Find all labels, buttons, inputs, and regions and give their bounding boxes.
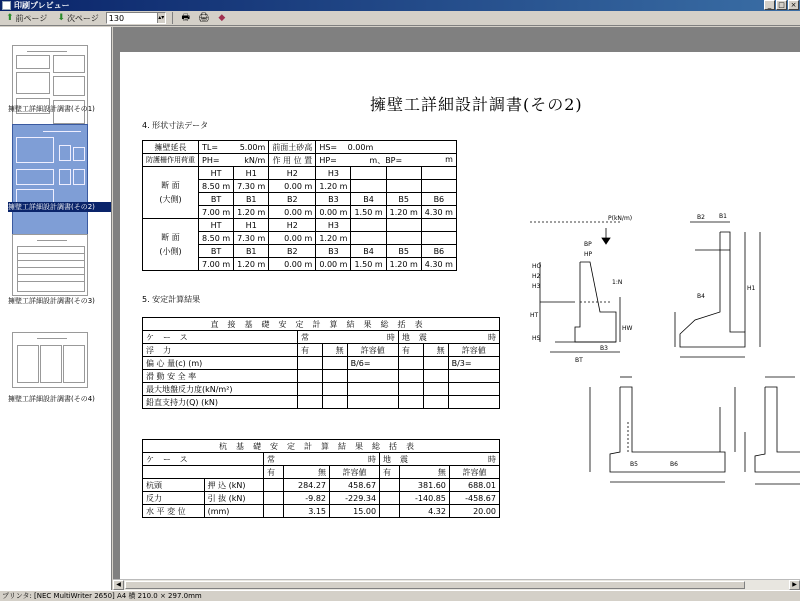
table-cell (398, 357, 423, 370)
table-cell (143, 219, 199, 271)
table-cell: 地震 (401, 332, 436, 342)
table-cell: 20.00 (449, 505, 499, 518)
table-cell: 7.00 m (199, 206, 234, 219)
table-cell: 381.60 (399, 479, 449, 492)
table-cell: 有 (398, 344, 423, 357)
table-cell: HS= (319, 142, 338, 152)
table-cell (347, 383, 398, 396)
table-cell (297, 331, 398, 344)
table-cell (297, 370, 322, 383)
table-cell: 無 (322, 344, 347, 357)
table-cell: H3 (316, 219, 351, 232)
table-cell (380, 492, 400, 505)
table-cell: 最大地盤反力度(kN/m²) (143, 383, 298, 396)
table-cell (421, 167, 456, 180)
table-cell: 滑 動 安 全 率 (143, 370, 298, 383)
table-cell: B5 (386, 193, 421, 206)
diagram-label: HP (584, 251, 593, 258)
table-cell: 8.50 m (199, 232, 234, 245)
window-title: 印刷プレビュー (14, 1, 70, 10)
table-cell: 5.00m (239, 142, 266, 152)
page-thumbnail-1[interactable] (12, 45, 88, 131)
table-cell: PH= (202, 155, 220, 165)
table-cell: 許容値 (448, 344, 499, 357)
table-cell: B5 (386, 245, 421, 258)
table-cell: ケース (143, 453, 264, 466)
table-cell (297, 357, 322, 370)
table-cell: 284.27 (283, 479, 329, 492)
table-cell (143, 167, 199, 219)
table-cell (347, 396, 398, 409)
table-cell: H2 (269, 219, 316, 232)
thumbnail-label-2[interactable]: 擁壁工詳細設計調書(その2) (8, 202, 112, 212)
scrollbar-thumb[interactable] (125, 581, 745, 589)
table-cell: B3 (316, 245, 351, 258)
table-cell: H1 (234, 219, 269, 232)
diagram-label: H3 (532, 283, 541, 290)
table-cell: H2 (269, 167, 316, 180)
table-cell: B1 (234, 193, 269, 206)
table-cell (398, 383, 423, 396)
table-cell: 断 面 (161, 232, 180, 242)
table-cell: 1.20 m (316, 232, 351, 245)
direct-foundation-table (142, 317, 500, 409)
table-cell (351, 219, 386, 232)
table-cell: 1.20 m (386, 206, 421, 219)
horizontal-scrollbar[interactable] (113, 579, 800, 590)
table-cell (351, 180, 386, 193)
table-cell: 時 (386, 332, 395, 342)
table-cell: 有 (380, 466, 400, 479)
table-cell: B6 (421, 193, 456, 206)
diagram-label: P(kN/m) (608, 215, 633, 222)
table-cell: 0.00 m (269, 206, 316, 219)
diagram-label: B1 (719, 213, 727, 220)
table-cell: 15.00 (330, 505, 380, 518)
table-cell (421, 232, 456, 245)
diagram-label: BT (575, 357, 583, 364)
table-cell (380, 479, 400, 492)
table-cell: 8.50 m (199, 180, 234, 193)
table-cell: 無 (399, 466, 449, 479)
table-cell: HP= (319, 155, 337, 165)
diagram-label: B4 (697, 293, 705, 300)
table-cell (263, 479, 283, 492)
table-cell: 鉛直支持力(Q) (kN) (143, 396, 298, 409)
table-cell (386, 180, 421, 193)
table-cell: B4 (351, 245, 386, 258)
table-cell: 3.15 (283, 505, 329, 518)
scroll-right-icon[interactable]: ▶ (789, 580, 800, 590)
table-cell (322, 383, 347, 396)
print-setup-icon[interactable]: 🖨 (198, 13, 210, 23)
table-cell: 4.30 m (421, 258, 456, 271)
table-cell: 前面土砂高 (269, 141, 316, 154)
table-cell (322, 357, 347, 370)
table-cell (423, 370, 448, 383)
table-cell: 1.20 m (234, 258, 269, 271)
table-cell (297, 396, 322, 409)
table-cell: 0.00 m (269, 232, 316, 245)
table-cell: 0.00 m (269, 258, 316, 271)
table-cell: 断 面 (161, 180, 180, 190)
zoom-value: 130 (108, 13, 125, 23)
table-cell: 7.30 m (234, 232, 269, 245)
wall-section-diagrams (520, 202, 800, 492)
section-heading: 4. 形状寸法データ (142, 121, 209, 130)
table-cell (398, 370, 423, 383)
thumbnail-label-3[interactable]: 擁壁工詳細設計調書(その3) (8, 297, 95, 305)
table-cell: H1 (234, 167, 269, 180)
table-cell: 時 (488, 332, 496, 342)
table-cell: 許容値 (449, 466, 499, 479)
table-cell: B1 (234, 245, 269, 258)
page-thumbnail-2[interactable] (12, 124, 88, 236)
diagram-label: HS (532, 335, 541, 342)
table-cell (347, 370, 398, 383)
table-cell: 0.00 m (316, 206, 351, 219)
table-cell (351, 232, 386, 245)
table-cell (263, 505, 283, 518)
table-cell: 時 (488, 454, 496, 464)
arrow-down-icon: ⬇ (57, 13, 65, 23)
table-cell: -140.85 (399, 492, 449, 505)
table-cell (263, 492, 283, 505)
table-cell: 水 平 変 位 (143, 505, 205, 518)
table-cell: -229.34 (330, 492, 380, 505)
table-cell (448, 383, 499, 396)
toolbar-separator (172, 12, 173, 24)
table-cell: 杭頭 (143, 479, 205, 492)
table-cell: BT (199, 245, 234, 258)
table-cell: 1.50 m (351, 206, 386, 219)
table-cell (386, 232, 421, 245)
table-cell (322, 396, 347, 409)
preview-page (120, 52, 800, 590)
diagram-label: B2 (697, 214, 705, 221)
shape-table (142, 140, 457, 271)
table-cell: 458.67 (330, 479, 380, 492)
table-cell: 1.20 m (234, 206, 269, 219)
table-cell (421, 180, 456, 193)
table-cell (386, 167, 421, 180)
table-cell: B6 (421, 245, 456, 258)
thumbnail-label-1[interactable]: 擁壁工詳細設計調書(その1) (8, 105, 95, 113)
table-cell: (小側) (159, 246, 182, 256)
page-title: 擁壁工詳細設計調書(その2) (370, 95, 583, 114)
spin-icon[interactable]: ▴▾ (158, 14, 165, 21)
table-cell: TL= (202, 142, 219, 152)
table-cell: B/3= (448, 357, 499, 370)
table-cell: 擁壁延長 (143, 141, 199, 154)
table-title: 直接基礎安定計算結果総括表 (143, 318, 500, 331)
table-title: 杭基礎安定計算結果総括表 (143, 440, 500, 453)
table-cell: B2 (269, 193, 316, 206)
table-cell: kN/m (244, 155, 266, 165)
table-cell: 無 (423, 344, 448, 357)
preview-area[interactable] (113, 27, 800, 590)
prev-page-label: 前ページ (15, 13, 48, 23)
page-thumbnail-panel (0, 27, 112, 590)
app-icon (2, 1, 11, 10)
table-cell: 反力 (143, 492, 205, 505)
table-cell: B3 (316, 193, 351, 206)
next-page-button[interactable] (54, 12, 101, 25)
table-cell: 引 抜 (kN) (204, 492, 263, 505)
pile-foundation-table (142, 439, 500, 518)
table-cell: HT (199, 219, 234, 232)
table-cell: 688.01 (449, 479, 499, 492)
table-cell: 7.00 m (199, 258, 234, 271)
table-cell: 作 用 位 置 (269, 154, 316, 167)
page-thumbnail-3[interactable] (12, 234, 88, 296)
table-cell (398, 331, 499, 344)
table-cell: m (445, 154, 453, 164)
table-cell (398, 396, 423, 409)
diagram-label: HW (622, 325, 633, 332)
table-cell: 常 (266, 454, 275, 464)
table-cell (423, 357, 448, 370)
table-cell: 有 (263, 466, 283, 479)
table-cell: 0.00m (347, 142, 374, 152)
diagram-label: H2 (532, 273, 541, 280)
table-cell: 1.20 m (316, 180, 351, 193)
table-cell: B4 (351, 193, 386, 206)
table-cell: 7.30 m (234, 180, 269, 193)
table-cell (380, 453, 500, 466)
prev-page-button[interactable] (3, 12, 50, 25)
page-thumbnail-4[interactable] (12, 332, 88, 388)
print-icon[interactable]: 🖶 (181, 13, 191, 23)
wall-diagram-4 (745, 377, 800, 484)
table-cell: 4.32 (399, 505, 449, 518)
table-cell: B/6= (347, 357, 398, 370)
table-cell (316, 154, 457, 167)
table-cell: 無 (283, 466, 329, 479)
table-cell (143, 466, 264, 479)
wall-diagram-3 (590, 377, 735, 482)
table-cell: 防護柵作用荷重 (143, 154, 199, 167)
table-cell: 時 (368, 454, 377, 464)
table-cell: 1.50 m (351, 258, 386, 271)
table-cell (316, 141, 457, 154)
status-bar: プリンタ: [NEC MultiWriter 2650] A4 横 210.0 × 297.0mm (0, 590, 800, 600)
table-cell: H3 (316, 167, 351, 180)
scroll-left-icon[interactable]: ◀ (113, 580, 124, 590)
table-cell (380, 505, 400, 518)
zoom-select[interactable] (106, 12, 166, 24)
table-cell: 許容値 (330, 466, 380, 479)
table-cell: -458.67 (449, 492, 499, 505)
title-bar (0, 0, 800, 11)
table-cell (199, 154, 269, 167)
diagram-label: B5 (630, 461, 638, 468)
table-cell: 4.30 m (421, 206, 456, 219)
table-cell: 1.20 m (386, 258, 421, 271)
diagram-label: HT (530, 312, 539, 319)
table-cell (199, 141, 269, 154)
table-cell (263, 453, 379, 466)
next-page-label: 次ページ (66, 13, 99, 23)
table-cell (421, 219, 456, 232)
table-cell (351, 167, 386, 180)
close-preview-icon[interactable]: ◆ (218, 13, 226, 23)
table-cell (297, 383, 322, 396)
table-cell: 許容値 (347, 344, 398, 357)
table-cell: 地震 (383, 454, 418, 464)
diagram-label: 1:N (612, 279, 623, 286)
table-cell (322, 370, 347, 383)
table-cell: 常 (300, 332, 309, 342)
table-cell: 押 込 (kN) (204, 479, 263, 492)
diagram-label: HO (532, 263, 542, 270)
thumbnail-label-4[interactable]: 擁壁工詳細設計調書(その4) (8, 395, 95, 403)
table-cell: ケース (143, 331, 298, 344)
table-cell: 偏 心 量(c) (m) (143, 357, 298, 370)
table-cell: (mm) (204, 505, 263, 518)
minimize-button[interactable]: _ (764, 0, 775, 10)
diagram-label: B6 (670, 461, 678, 468)
section-heading: 5. 安定計算結果 (142, 295, 201, 304)
diagram-label: B3 (600, 345, 608, 352)
table-cell: 0.00 m (269, 180, 316, 193)
table-cell (386, 219, 421, 232)
wall-diagram-1 (530, 222, 623, 352)
table-cell: HT (199, 167, 234, 180)
table-cell: 有 (297, 344, 322, 357)
table-cell (448, 396, 499, 409)
table-cell: BT (199, 193, 234, 206)
toolbar (0, 11, 800, 26)
table-cell: 0.00 m (316, 258, 351, 271)
table-cell (423, 383, 448, 396)
table-cell: -9.82 (283, 492, 329, 505)
arrow-up-icon: ⬆ (6, 13, 14, 23)
close-button[interactable]: × (788, 0, 799, 10)
table-cell: B2 (269, 245, 316, 258)
diagram-label: H1 (747, 285, 756, 292)
table-cell (423, 396, 448, 409)
table-cell: 浮力 (143, 344, 298, 357)
table-cell: (大側) (159, 194, 182, 204)
diagram-label: BP (584, 241, 592, 248)
table-cell (448, 370, 499, 383)
table-cell: m、BP= (369, 155, 403, 165)
maximize-button[interactable]: □ (776, 0, 787, 10)
